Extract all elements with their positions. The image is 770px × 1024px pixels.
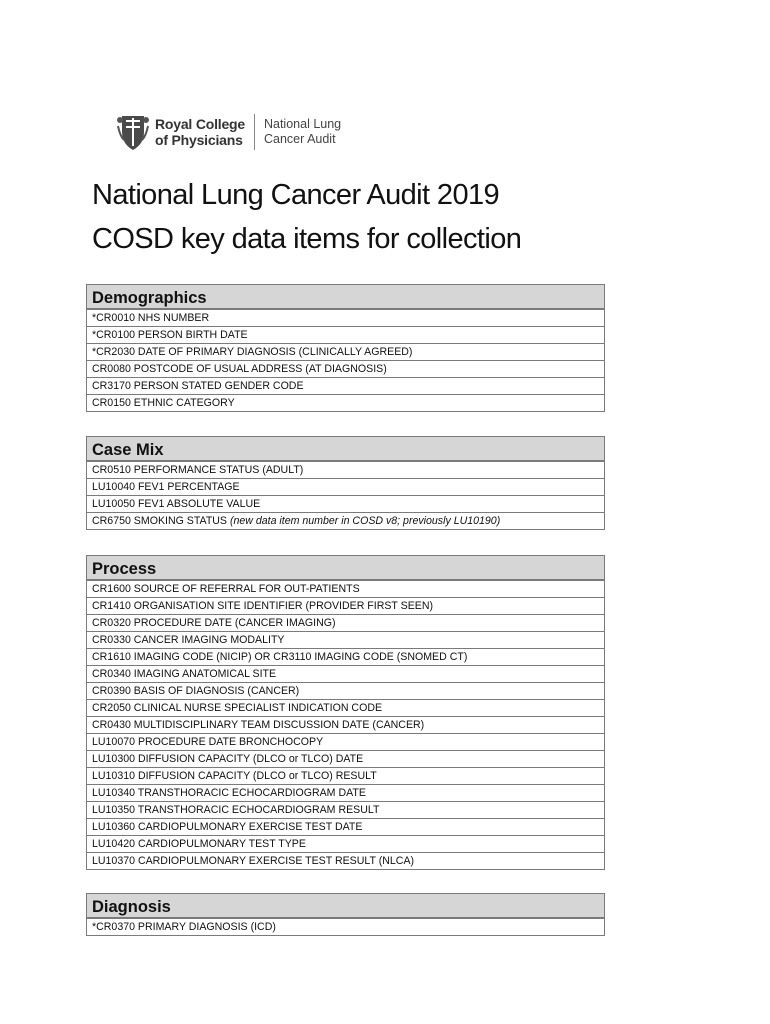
diagnosis-section	[86, 893, 605, 936]
rcp-crest-icon	[116, 112, 150, 152]
nlca-wordmark	[264, 117, 341, 147]
smoking-status-note: (new data item number in COSD v8; previously LU10190)	[229, 515, 501, 527]
table-row: CR1600 SOURCE OF REFERRAL FOR OUT-PATIENTS	[87, 580, 604, 597]
table-row: *CR0370 PRIMARY DIAGNOSIS (ICD)	[87, 918, 604, 935]
table-row: CR1610 IMAGING CODE (NICIP) OR CR3110 IMAGING CODE (SNOMED CT)	[87, 648, 604, 665]
table-row: CR0150 ETHNIC CATEGORY	[87, 394, 604, 411]
process-section	[86, 555, 605, 870]
table-row: CR1410 ORGANISATION SITE IDENTIFIER (PROVIDER FIRST SEEN)	[87, 597, 604, 614]
page-title-line-2: COSD key data items for collection	[92, 223, 522, 255]
table-row: CR0510 PERFORMANCE STATUS (ADULT)	[87, 461, 604, 478]
table-row: LU10300 DIFFUSION CAPACITY (DLCO or TLCO) DATE	[87, 750, 604, 767]
table-row: LU10420 CARDIOPULMONARY TEST TYPE	[87, 835, 604, 852]
section-heading: Diagnosis	[87, 894, 604, 918]
section-heading: Case Mix	[87, 437, 604, 461]
table-row	[87, 512, 604, 529]
nlca-line-1: National Lung	[263, 117, 342, 131]
nlca-line-2: Cancer Audit	[263, 132, 336, 146]
logo-divider	[254, 114, 255, 150]
table-row: CR3170 PERSON STATED GENDER CODE	[87, 377, 604, 394]
table-row: LU10360 CARDIOPULMONARY EXERCISE TEST DATE	[87, 818, 604, 835]
rcp-line-2: of Physicians	[155, 132, 243, 148]
table-row: CR0390 BASIS OF DIAGNOSIS (CANCER)	[87, 682, 604, 699]
table-row: *CR2030 DATE OF PRIMARY DIAGNOSIS (CLINICALLY AGREED)	[87, 343, 604, 360]
table-row: LU10070 PROCEDURE DATE BRONCHOCOPY	[87, 733, 604, 750]
header-logo	[116, 110, 341, 154]
rcp-line-1: Royal College	[155, 116, 245, 132]
table-row: CR0430 MULTIDISCIPLINARY TEAM DISCUSSION DATE (CANCER)	[87, 716, 604, 733]
demographics-section	[86, 284, 605, 412]
table-row: *CR0010 NHS NUMBER	[87, 309, 604, 326]
table-row: CR0340 IMAGING ANATOMICAL SITE	[87, 665, 604, 682]
table-row: CR0320 PROCEDURE DATE (CANCER IMAGING)	[87, 614, 604, 631]
rcp-wordmark	[155, 116, 245, 148]
table-row: *CR0100 PERSON BIRTH DATE	[87, 326, 604, 343]
section-heading: Process	[87, 556, 604, 580]
table-row: LU10040 FEV1 PERCENTAGE	[87, 478, 604, 495]
smoking-status-label: CR6750 SMOKING STATUS	[92, 515, 230, 527]
table-row: LU10050 FEV1 ABSOLUTE VALUE	[87, 495, 604, 512]
table-row: LU10350 TRANSTHORACIC ECHOCARDIOGRAM RESULT	[87, 801, 604, 818]
table-row: LU10340 TRANSTHORACIC ECHOCARDIOGRAM DATE	[87, 784, 604, 801]
table-row: CR0330 CANCER IMAGING MODALITY	[87, 631, 604, 648]
page-title-line-1: National Lung Cancer Audit 2019	[92, 179, 500, 211]
section-heading: Demographics	[87, 285, 604, 309]
table-row: LU10310 DIFFUSION CAPACITY (DLCO or TLCO) RESULT	[87, 767, 604, 784]
table-row: CR0080 POSTCODE OF USUAL ADDRESS (AT DIAGNOSIS)	[87, 360, 604, 377]
case-mix-section	[86, 436, 605, 530]
table-row: LU10370 CARDIOPULMONARY EXERCISE TEST RESULT (NLCA)	[87, 852, 604, 869]
table-row: CR2050 CLINICAL NURSE SPECIALIST INDICATION CODE	[87, 699, 604, 716]
